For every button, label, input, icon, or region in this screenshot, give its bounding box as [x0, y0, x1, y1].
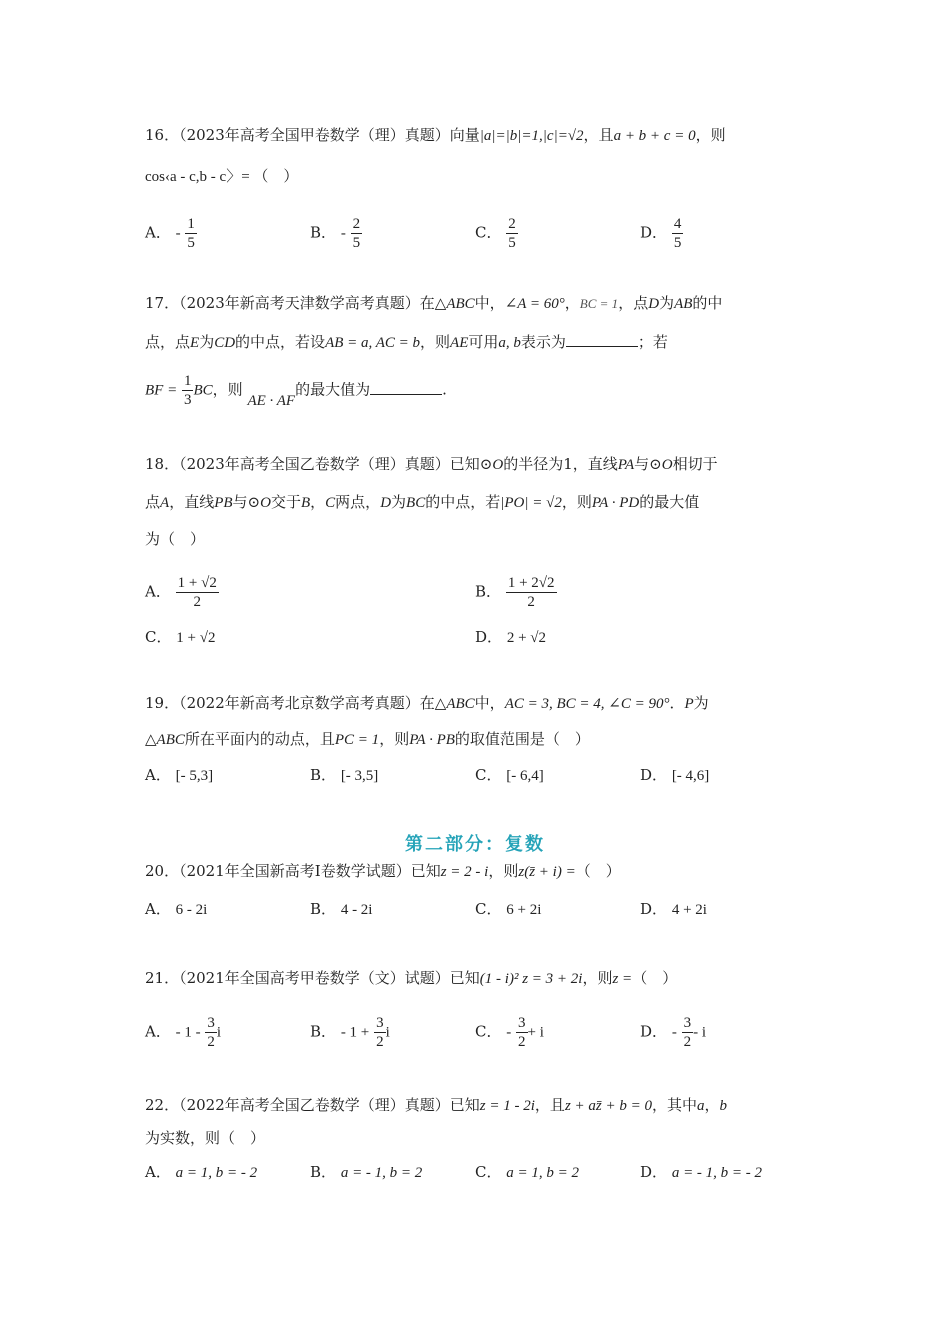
fraction-denominator: 2 — [193, 594, 201, 610]
question-text: 已知 — [449, 1096, 480, 1114]
question-text: 中， — [474, 694, 505, 712]
math-expression: E — [190, 335, 200, 351]
fraction-numerator: 1 + √2 — [177, 575, 217, 591]
fraction-denominator: 2 — [376, 1034, 384, 1050]
option-b[interactable] — [310, 1014, 390, 1051]
question-18-line-2 — [145, 491, 699, 514]
math-expression: AB = a, AC = b — [325, 335, 421, 351]
option-text: 4 - 2i — [340, 902, 373, 918]
option-text: a = 1, b = - 2 — [175, 1165, 258, 1181]
question-text: 两点， — [335, 493, 381, 511]
question-17-line-3 — [145, 372, 447, 409]
math-expression: AB — [674, 296, 693, 312]
option-label: D． — [640, 1022, 668, 1041]
question-text: ，则 — [582, 969, 613, 987]
question-text: ． — [669, 694, 685, 712]
question-number: 16． — [145, 126, 180, 144]
option-label: C． — [475, 900, 502, 918]
option-label: D． — [475, 628, 503, 646]
question-text: ，直线 — [169, 493, 215, 511]
fraction-denominator: 3 — [183, 392, 192, 408]
option-a[interactable] — [145, 764, 213, 787]
question-text: 的半径为1，直线 — [503, 455, 618, 473]
question-text: ，则 — [420, 333, 451, 351]
option-label: A． — [145, 1163, 171, 1181]
fraction — [374, 1014, 386, 1051]
question-text: 中， — [474, 294, 505, 312]
option-b[interactable] — [475, 574, 557, 611]
option-label: D． — [640, 766, 668, 784]
question-text: ，且 — [534, 1096, 565, 1114]
question-22-line-2 — [145, 1127, 265, 1149]
fraction-denominator: 5 — [508, 235, 516, 251]
question-text: ，则 — [695, 126, 726, 144]
question-source: （2022年新高考北京数学高考真题） — [179, 694, 420, 712]
option-text: - 1 + — [340, 1024, 370, 1041]
option-d[interactable] — [640, 764, 709, 787]
option-text: [- 3,5] — [340, 768, 379, 784]
math-expression: BC = 1 — [579, 296, 619, 311]
fraction — [506, 215, 518, 252]
option-a[interactable] — [145, 574, 219, 611]
question-source: （2023年高考全国甲卷数学（理）真题） — [179, 126, 450, 144]
fraction-denominator: 5 — [673, 235, 682, 251]
question-text: 与 — [232, 493, 248, 511]
fraction-denominator: 2 — [683, 1034, 692, 1050]
fraction-denominator: 2 — [207, 1034, 215, 1050]
question-text: 点，点 — [145, 333, 191, 351]
fraction — [205, 1014, 217, 1051]
question-text: ，则 — [379, 730, 410, 748]
fraction-numerator: 1 + 2√2 — [507, 575, 555, 591]
question-text: ，点 — [618, 294, 649, 312]
question-text: ，则 — [212, 380, 243, 399]
question-text: 在 — [419, 294, 435, 312]
question-text: 已知 — [449, 455, 480, 473]
option-text: - — [506, 1024, 512, 1041]
math-expression: D — [380, 495, 392, 511]
math-expression: z = — [612, 971, 633, 987]
question-text: 相切于 — [672, 455, 718, 473]
question-text: ，则 — [488, 862, 519, 880]
question-text: 的最大值 — [639, 493, 700, 511]
question-22-line-1 — [145, 1094, 727, 1117]
question-number: 18． — [145, 455, 180, 473]
question-21-line-1 — [145, 967, 677, 990]
question-text: 为 — [199, 333, 215, 351]
fraction — [351, 215, 363, 252]
option-label: B． — [310, 1163, 337, 1181]
option-label: B． — [310, 766, 337, 784]
question-text: 表示为 — [520, 333, 566, 351]
option-label: A． — [145, 1022, 171, 1041]
option-sign: - — [175, 225, 181, 242]
option-text: - i — [693, 1024, 707, 1041]
question-text: ， — [564, 294, 580, 312]
math-expression: (1 - i)² z = 3 + 2i — [479, 971, 583, 987]
question-text: 已知 — [410, 862, 441, 880]
math-expression: ∠A = 60° — [504, 296, 565, 312]
fraction-numerator: 4 — [673, 216, 682, 232]
option-text: 6 + 2i — [506, 902, 542, 918]
math-expression: △ABC — [434, 696, 475, 712]
option-label: B． — [475, 582, 502, 601]
option-c[interactable] — [475, 1014, 544, 1051]
question-text: 为 — [391, 493, 407, 511]
math-expression: ⊙O — [247, 495, 271, 511]
question-number: 19． — [145, 694, 180, 712]
option-c[interactable] — [475, 764, 544, 787]
math-expression: |a|=|b|=1,|c|=√2 — [479, 128, 584, 144]
fraction-numerator: 1 — [187, 216, 195, 232]
option-a[interactable] — [145, 898, 207, 921]
fraction-numerator: 3 — [376, 1015, 384, 1031]
option-label: A． — [145, 900, 171, 918]
option-label: C． — [475, 1022, 502, 1041]
option-text: i — [216, 1024, 222, 1041]
question-text: 的中 — [692, 294, 723, 312]
math-expression: △ABC — [434, 296, 475, 312]
option-label: C． — [475, 1163, 502, 1181]
math-expression: PB — [214, 495, 233, 511]
math-expression: a — [697, 1098, 705, 1114]
math-expression: z(z̄ + i) = — [518, 864, 576, 880]
option-text: 1 + √2 — [176, 630, 216, 646]
question-text: （ ） — [575, 862, 621, 880]
option-c[interactable] — [475, 898, 541, 921]
option-text: [- 5,3] — [175, 768, 214, 784]
option-text: 4 + 2i — [671, 902, 707, 918]
fraction-numerator: 2 — [352, 216, 361, 232]
question-19-line-1 — [145, 692, 709, 715]
question-20-line-1 — [145, 860, 621, 883]
question-source: （2023年高考全国乙卷数学（理）真题） — [179, 455, 450, 473]
option-d[interactable] — [475, 626, 546, 649]
math-expression: BC — [406, 495, 426, 511]
answer-blank[interactable] — [566, 332, 638, 347]
fraction-denominator: 5 — [352, 235, 361, 251]
option-text: i — [385, 1024, 390, 1041]
question-text: ，则 — [561, 493, 592, 511]
option-label: D． — [640, 223, 668, 242]
option-b[interactable] — [310, 1161, 422, 1184]
fraction-denominator: 5 — [187, 235, 195, 251]
option-text: - — [671, 1024, 677, 1041]
question-16-line-2 — [145, 165, 298, 188]
fraction — [516, 1014, 528, 1051]
question-text: ；若 — [637, 333, 668, 351]
question-source: （2021年全国新高考Ⅰ卷数学试题） — [179, 862, 411, 880]
question-source: （2022年高考全国乙卷数学（理）真题） — [179, 1096, 450, 1114]
question-source: （2023年新高考天津数学高考真题） — [179, 294, 420, 312]
fraction — [182, 372, 194, 409]
option-a[interactable] — [145, 1014, 221, 1051]
math-expression: |PO| = √2 — [500, 495, 562, 511]
option-b[interactable] — [310, 898, 372, 921]
question-text: （ ） — [632, 969, 678, 987]
question-text: 交于 — [270, 493, 301, 511]
math-expression: C — [325, 495, 336, 511]
fraction — [682, 1014, 694, 1051]
fraction — [176, 574, 219, 611]
option-label: D． — [640, 900, 668, 918]
question-number: 20． — [145, 862, 180, 880]
fraction-numerator: 3 — [207, 1015, 215, 1031]
fraction-numerator: 3 — [518, 1015, 526, 1031]
option-label: B． — [310, 900, 337, 918]
option-d[interactable] — [640, 1161, 762, 1184]
question-16-line-1 — [145, 124, 726, 147]
math-expression: BF = — [145, 382, 178, 399]
question-text: 向量 — [449, 126, 480, 144]
question-number: 17． — [145, 294, 180, 312]
question-text: 为 — [693, 694, 709, 712]
fraction-numerator: 1 — [183, 373, 192, 389]
math-expression: z = 1 - 2i — [479, 1098, 535, 1114]
math-expression: BC — [193, 382, 213, 399]
math-expression: ⊙O — [649, 457, 673, 473]
math-expression: D — [648, 296, 660, 312]
option-text: a = - 1, b = - 2 — [671, 1165, 763, 1181]
question-text: ，其中 — [651, 1096, 697, 1114]
option-b[interactable] — [310, 215, 362, 252]
fraction-denominator: 2 — [527, 594, 535, 610]
math-expression: △ABC — [145, 732, 185, 748]
math-expression: AE · AF — [247, 392, 296, 409]
math-expression: a, b — [498, 335, 521, 351]
math-expression: PA — [617, 457, 635, 473]
math-expression: P — [684, 696, 694, 712]
fraction-numerator: 3 — [683, 1015, 692, 1031]
question-19-line-2 — [145, 728, 590, 751]
option-label: B． — [310, 223, 337, 242]
math-expression: z = 2 - i — [440, 864, 489, 880]
math-expression: PA · PB — [409, 732, 455, 748]
math-expression: a + b + c = 0 — [613, 128, 696, 144]
question-text: 所在平面内的动点，且 — [184, 730, 335, 748]
math-expression: cos‹a - c,b - c〉= （ ） — [145, 169, 299, 185]
math-expression: B — [300, 495, 311, 511]
math-expression: z + az̄ + b = 0 — [564, 1098, 652, 1114]
question-number: 22． — [145, 1096, 180, 1114]
question-text: ， — [310, 493, 326, 511]
fraction — [185, 215, 197, 252]
math-expression: A — [160, 495, 170, 511]
question-17-line-2 — [145, 331, 668, 354]
question-text: . — [442, 380, 447, 399]
question-text: ， — [704, 1096, 720, 1114]
question-text: 点 — [145, 493, 161, 511]
question-18-line-1 — [145, 453, 718, 476]
fraction — [672, 215, 684, 252]
option-label: A． — [145, 766, 171, 784]
question-text: 的中点，若 — [425, 493, 501, 511]
question-text: 已知 — [449, 969, 480, 987]
question-text: 为（ ） — [145, 530, 206, 548]
option-label: A． — [145, 582, 171, 601]
option-label: C． — [145, 628, 172, 646]
option-text: 6 - 2i — [175, 902, 208, 918]
question-17-line-1 — [145, 292, 722, 315]
option-label: C． — [475, 766, 502, 784]
option-c[interactable] — [475, 215, 518, 252]
fraction-numerator: 2 — [508, 216, 516, 232]
math-expression: b — [719, 1098, 728, 1114]
option-text: [- 4,6] — [671, 768, 710, 784]
math-expression: PC = 1 — [334, 732, 380, 748]
question-number: 21． — [145, 969, 180, 987]
option-c[interactable] — [145, 626, 215, 649]
option-d[interactable] — [640, 215, 683, 252]
option-sign: - — [340, 225, 346, 242]
section-title: 第二部分：复数 — [405, 834, 545, 855]
question-18-line-3 — [145, 528, 205, 550]
option-text: a = - 1, b = 2 — [340, 1165, 423, 1181]
option-b[interactable] — [310, 764, 378, 787]
option-text: a = 1, b = 2 — [506, 1165, 580, 1181]
fraction — [506, 574, 557, 611]
question-text: 可用 — [468, 333, 499, 351]
question-text: 的最大值为 — [295, 380, 371, 399]
answer-blank[interactable] — [370, 380, 442, 395]
math-expression: AC = 3, BC = 4, ∠C = 90° — [504, 696, 670, 712]
question-text: ，且 — [583, 126, 614, 144]
option-d[interactable] — [640, 898, 707, 921]
fraction-denominator: 2 — [518, 1034, 526, 1050]
option-d[interactable] — [640, 1014, 706, 1051]
option-label: B． — [310, 1022, 337, 1041]
option-label: C． — [475, 223, 502, 242]
option-label: A． — [145, 223, 171, 242]
question-text: 的中点，若设 — [235, 333, 326, 351]
option-text: 2 + √2 — [506, 630, 547, 646]
question-text: 为实数，则（ ） — [145, 1129, 266, 1147]
option-c[interactable] — [475, 1161, 579, 1184]
math-expression: ⊙O — [479, 457, 504, 473]
question-text: 与 — [634, 455, 650, 473]
math-expression: CD — [214, 335, 236, 351]
math-expression: PA · PD — [591, 495, 640, 511]
question-text: 为 — [659, 294, 675, 312]
question-text: 在 — [419, 694, 435, 712]
option-a[interactable] — [145, 1161, 257, 1184]
option-a[interactable] — [145, 215, 197, 252]
option-text: [- 6,4] — [506, 768, 544, 784]
option-label: D． — [640, 1163, 668, 1181]
option-text: - 1 - — [175, 1024, 201, 1041]
math-expression: AE — [450, 335, 469, 351]
question-source: （2021年全国高考甲卷数学（文）试题） — [179, 969, 450, 987]
option-text: + i — [527, 1024, 544, 1041]
question-text: 的取值范围是（ ） — [454, 730, 590, 748]
